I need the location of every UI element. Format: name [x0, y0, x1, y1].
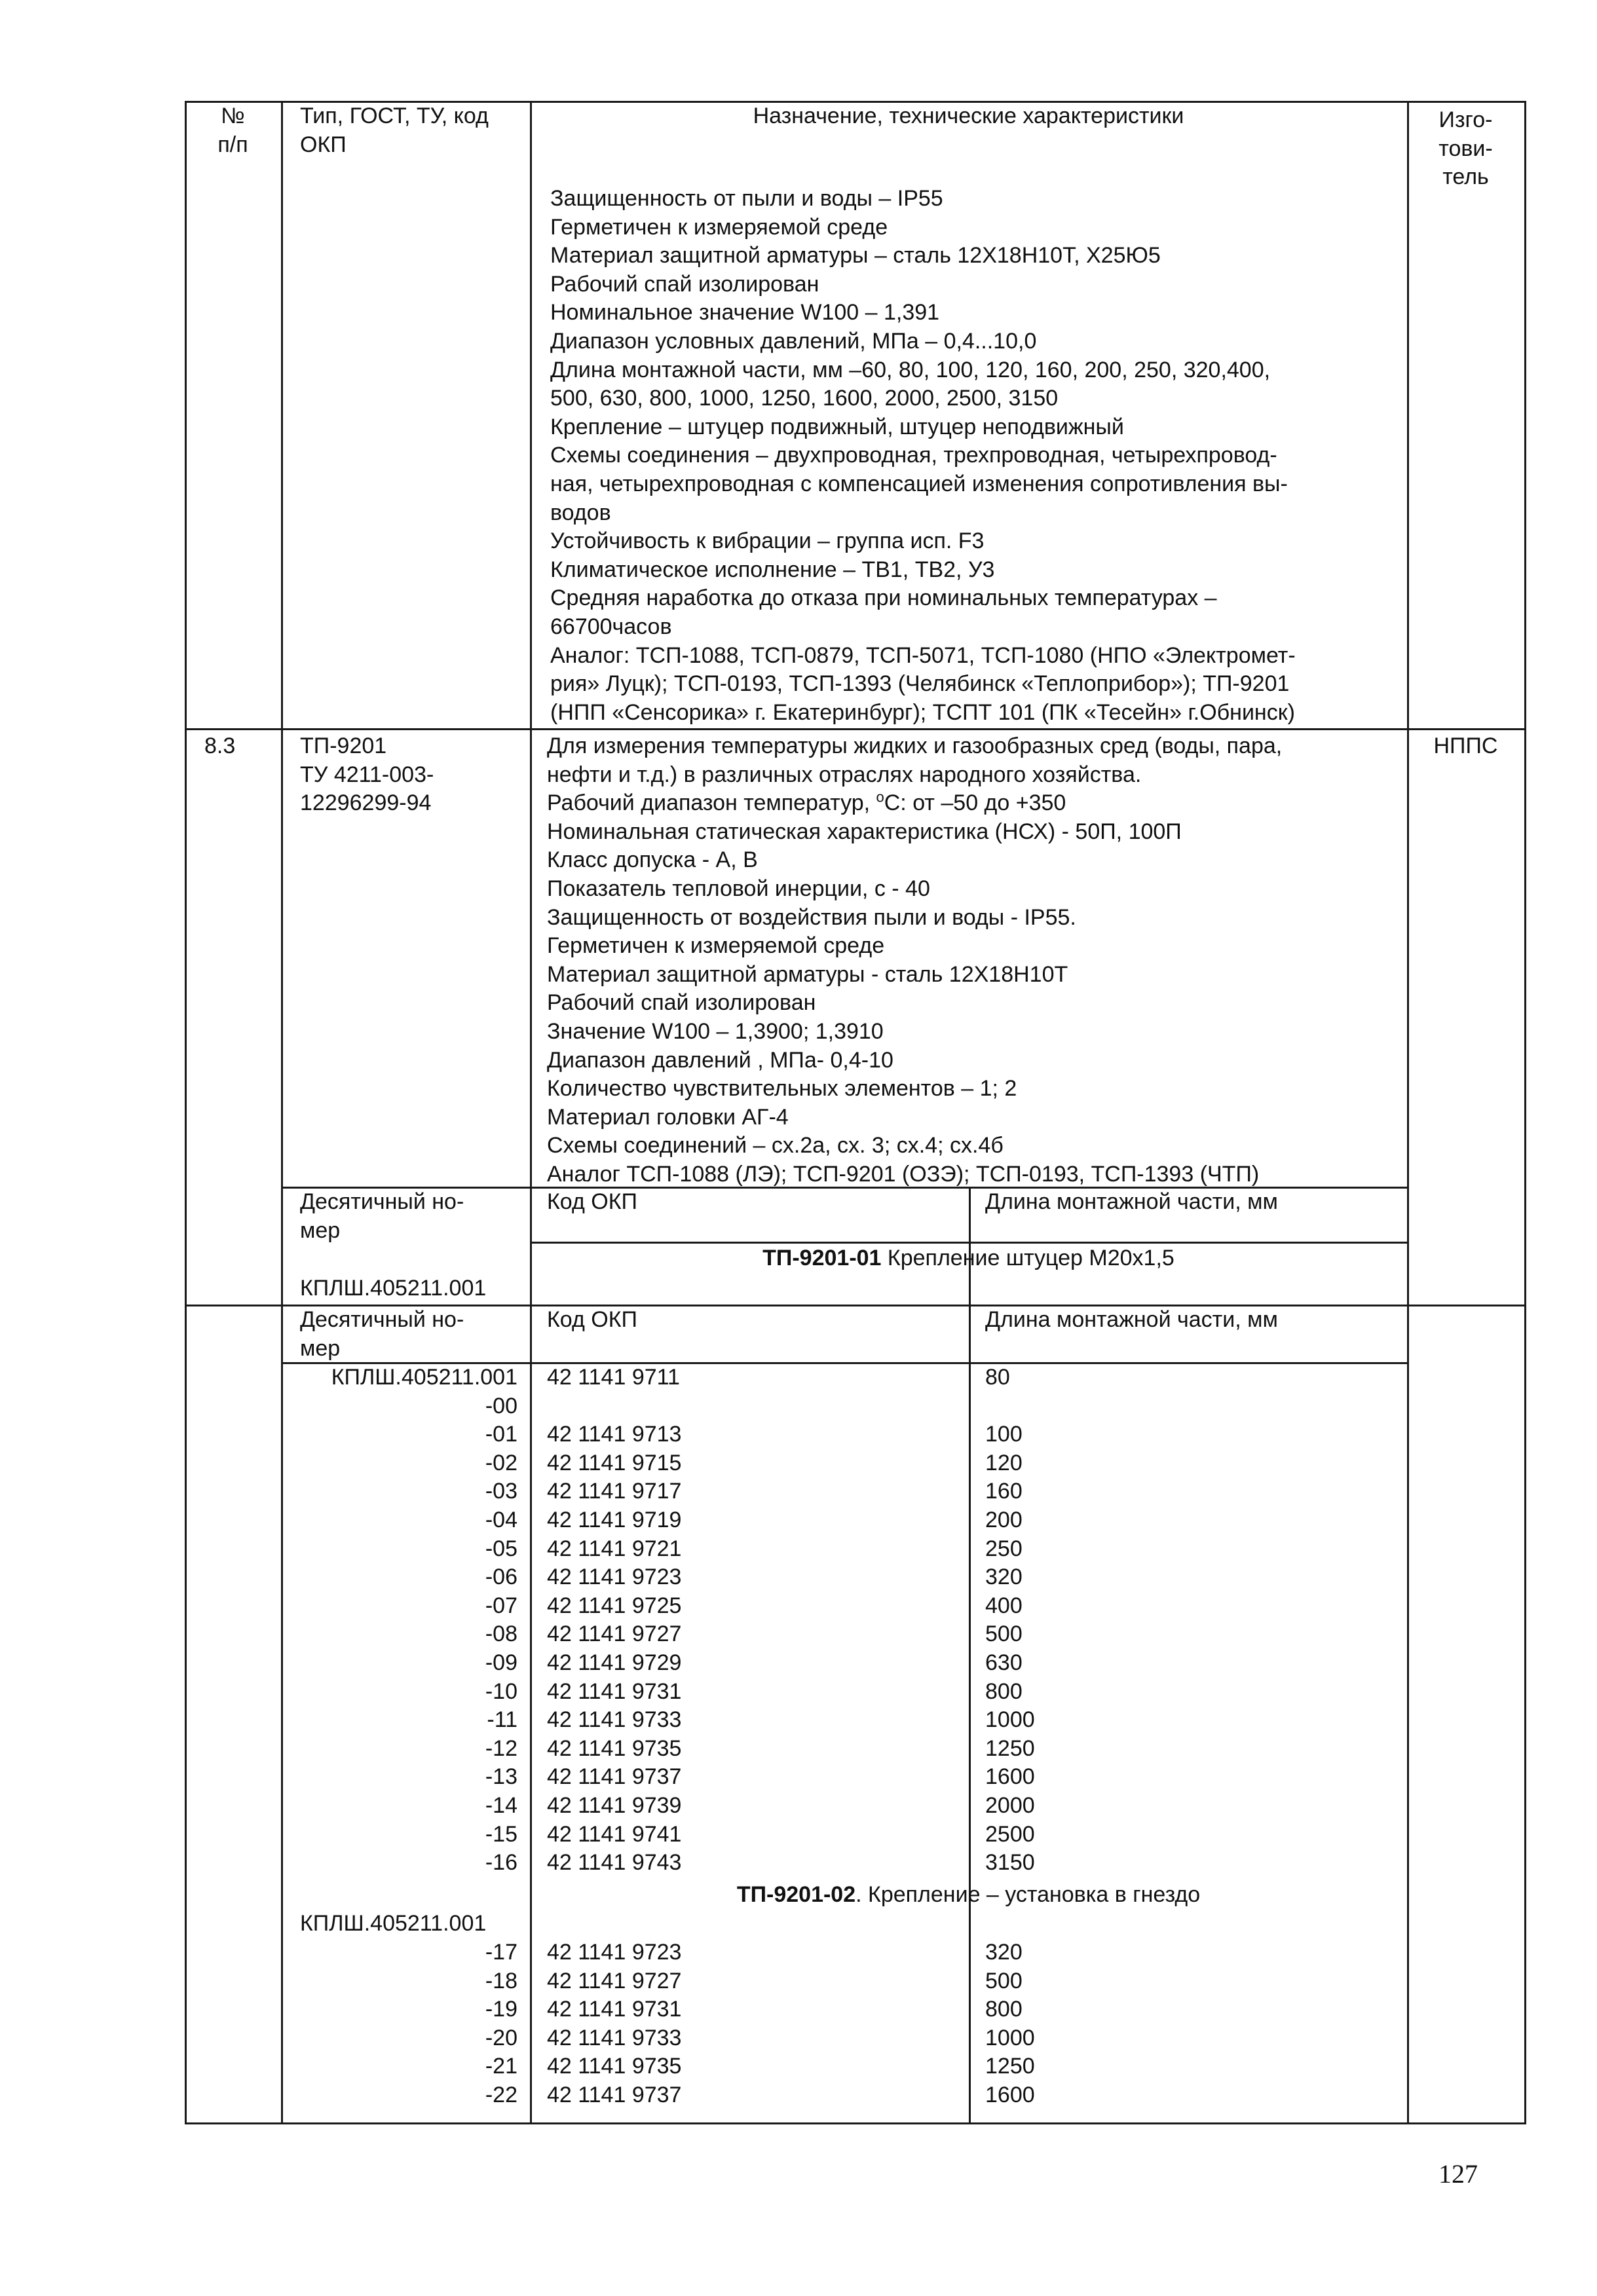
- header-maker: Изго- тови- тель: [1438, 107, 1493, 190]
- decimal-number-cell: -20: [485, 2025, 517, 2050]
- okp-code-cell: 42 1141 9737: [547, 2082, 682, 2107]
- okp-code-cell: 42 1141 9735: [547, 1735, 682, 1761]
- length-cell: 1250: [985, 2054, 1035, 2079]
- length-cell: 1250: [985, 1735, 1035, 1761]
- okp-code-cell: 42 1141 9731: [547, 1678, 682, 1704]
- description-line: Показатель тепловой инерции, с - 40: [547, 876, 930, 901]
- decimal-number-cell: -21: [485, 2054, 517, 2079]
- decimal-number-cell: -13: [485, 1764, 517, 1790]
- okp-code-cell: 42 1141 9711: [547, 1365, 680, 1390]
- page-number: 127: [1438, 2159, 1478, 2189]
- decimal-number-cell: -22: [485, 2082, 517, 2107]
- okp-code-cell: 42 1141 9735: [547, 2054, 682, 2079]
- description-line: Защищенность от пыли и воды – IP55: [550, 186, 943, 211]
- decimal-number-cell: -00: [485, 1393, 517, 1418]
- okp-code-cell: [547, 1392, 681, 1421]
- okp-code-cell: 42 1141 9739: [547, 1792, 682, 1818]
- description-line: Средняя наработка до отказа при номинальных температурах –: [550, 585, 1217, 611]
- length-cell: 100: [985, 1422, 1023, 1447]
- sub2-length-column: [985, 1363, 1035, 1878]
- row-separator-item: [185, 728, 1526, 730]
- description-line: Класс допуска - А, В: [547, 847, 758, 873]
- description-line: 500, 630, 800, 1000, 1250, 1600, 2000, 2500, 3150: [550, 386, 1059, 411]
- decimal-number-cell: -05: [485, 1536, 517, 1561]
- length-cell: 500: [985, 1968, 1023, 1993]
- temperature-range-line: Рабочий диапазон температур, $^о$С: от –50 до +350: [547, 788, 1066, 816]
- length-cell: 160: [985, 1479, 1023, 1504]
- description-line: Аналог: ТСП-1088, ТСП-0879, ТСП-5071, ТСП-1080 (НПО «Электромет-: [550, 642, 1296, 668]
- decimal-number-cell: -19: [485, 1997, 517, 2022]
- okp-code-cell: 42 1141 9727: [547, 1621, 682, 1647]
- sub2-group2-code-column: [547, 1938, 681, 2110]
- description-line: Материал защитной арматуры - сталь 12Х18Н10Т: [547, 961, 1068, 987]
- description-line: 66700часов: [550, 614, 672, 639]
- sub2-group2-title: ТП-9201-02. Крепление – установка в гнездо: [736, 1882, 1201, 1907]
- description-line: Номинальное значение W100 – 1,391: [550, 300, 940, 325]
- description-line: (НПП «Сенсорика» г. Екатеринбург); ТСПТ 101 (ПК «Тесейн» г.Обнинск): [550, 699, 1295, 725]
- sub2-decimal-label: Десятичный но- мер: [300, 1307, 464, 1361]
- description-line: водов: [550, 500, 611, 525]
- description-line: Материал защитной арматуры – сталь 12Х18Н10Т, Х25Ю5: [550, 243, 1161, 268]
- sub2-decimal-column: [283, 1363, 517, 1878]
- decimal-number-cell: КПЛШ.405211.001: [331, 1365, 517, 1390]
- length-cell: 800: [985, 1997, 1023, 2022]
- decimal-number-cell: -17: [485, 1940, 517, 1965]
- description-line: Значение W100 – 1,3900; 1,3910: [547, 1018, 884, 1044]
- sub2-group2-decimal: КПЛШ.405211.001: [300, 1911, 487, 1936]
- col-border-maker: [1407, 101, 1409, 2124]
- sub2-code-length-divider: [969, 1305, 971, 2124]
- length-cell: 630: [985, 1650, 1023, 1675]
- sub2-group2-length-column: [985, 1938, 1035, 2110]
- okp-code-cell: 42 1141 9725: [547, 1593, 682, 1618]
- length-cell: 3150: [985, 1850, 1035, 1876]
- description-line: Защищенность от воздействия пыли и воды - IP55.: [547, 904, 1076, 930]
- sub1-group-title: ТП-9201-01 Крепление штуцер М20х1,5: [762, 1246, 1174, 1270]
- col-border-left: [185, 101, 187, 2124]
- decimal-number-cell: -10: [485, 1678, 517, 1704]
- continuation-description: [550, 185, 1296, 727]
- description-line: Для измерения температуры жидких и газообразных сред (воды, пара,: [547, 733, 1283, 758]
- length-cell: 80: [985, 1365, 1010, 1390]
- sub1-length-label: Длина монтажной части, мм: [985, 1189, 1278, 1214]
- description-line: Диапазон условных давлений, МПа – 0,4...10,0: [550, 328, 1037, 354]
- okp-code-cell: 42 1141 9723: [547, 1940, 682, 1965]
- length-cell: 1000: [985, 2025, 1035, 2050]
- okp-code-cell: 42 1141 9741: [547, 1821, 682, 1847]
- okp-code-cell: 42 1141 9733: [547, 2025, 682, 2050]
- length-cell: 1000: [985, 1707, 1035, 1733]
- description-line: Аналог ТСП-1088 (ЛЭ); ТСП-9201 (ОЗЭ); ТСП-0193, ТСП-1393 (ЧТП): [547, 1161, 1260, 1187]
- header-num: № п/п: [217, 103, 248, 157]
- decimal-number-cell: -02: [485, 1450, 517, 1475]
- length-cell: 1600: [985, 2082, 1035, 2107]
- col-border-right: [1524, 101, 1526, 2124]
- decimal-number-cell: -08: [485, 1621, 517, 1647]
- description-line: Номинальная статическая характеристика (НСХ) - 50П, 100П: [547, 819, 1182, 844]
- length-cell: 320: [985, 1565, 1023, 1590]
- description-line: Крепление – штуцер подвижный, штуцер неподвижный: [550, 414, 1124, 439]
- col-border-type: [530, 101, 532, 2124]
- decimal-number-cell: -07: [485, 1593, 517, 1618]
- decimal-number-cell: -15: [485, 1821, 517, 1847]
- length-cell: 500: [985, 1621, 1023, 1647]
- description-line: Герметичен к измеряемой среде: [547, 933, 885, 959]
- okp-code-cell: 42 1141 9713: [547, 1422, 682, 1447]
- description-line: Рабочий спай изолирован: [547, 990, 816, 1016]
- item-number: 8.3: [204, 733, 236, 758]
- okp-code-cell: 42 1141 9729: [547, 1650, 682, 1675]
- description-line: Диапазон давлений , МПа- 0,4-10: [547, 1047, 893, 1073]
- okp-code-cell: 42 1141 9719: [547, 1507, 682, 1532]
- decimal-number-cell: -14: [485, 1792, 517, 1818]
- item-description: [547, 732, 1282, 1189]
- okp-code-cell: 42 1141 9727: [547, 1968, 682, 1993]
- header-type: Тип, ГОСТ, ТУ, код ОКП: [300, 103, 489, 157]
- description-line: Количество чувствительных элементов – 1; 2: [547, 1076, 1017, 1102]
- sub2-length-label: Длина монтажной части, мм: [985, 1307, 1278, 1332]
- decimal-number-cell: -09: [485, 1650, 517, 1675]
- sub2-code-column: [547, 1363, 681, 1878]
- length-cell: 250: [985, 1536, 1023, 1561]
- header-purpose: Назначение, технические характеристики: [753, 103, 1184, 128]
- description-line: Устойчивость к вибрации – группа исп. F3: [550, 528, 985, 554]
- decimal-number-cell: -01: [485, 1422, 517, 1447]
- description-line: Климатическое исполнение – ТВ1, ТВ2, У3: [550, 557, 995, 582]
- sub2-group2-decimal-column: [283, 1938, 517, 2110]
- length-cell: [985, 1392, 1035, 1421]
- decimal-number-cell: -04: [485, 1507, 517, 1532]
- item-type: ТП-9201 ТУ 4211-003- 12296299-94: [300, 733, 434, 816]
- length-cell: 2500: [985, 1821, 1035, 1847]
- table-bottom-border: [185, 2122, 1526, 2124]
- length-cell: 2000: [985, 1792, 1035, 1818]
- decimal-number-cell: -11: [487, 1707, 517, 1733]
- okp-code-cell: 42 1141 9737: [547, 1764, 682, 1790]
- sub1-decimal-label: Десятичный но- мер: [300, 1189, 464, 1243]
- description-line: рия» Луцк); ТСП-0193, ТСП-1393 (Челябинск «Теплоприбор»); ТП-9201: [550, 671, 1290, 697]
- description-line: Материал головки АГ-4: [547, 1104, 789, 1130]
- description-line: нефти и т.д.) в различных отраслях народного хозяйства.: [547, 762, 1142, 787]
- okp-code-cell: 42 1141 9721: [547, 1536, 682, 1561]
- okp-code-cell: 42 1141 9723: [547, 1565, 682, 1590]
- description-line: Схемы соединения – двухпроводная, трехпроводная, четырехпровод-: [550, 443, 1277, 468]
- length-cell: 120: [985, 1450, 1023, 1475]
- description-line: Рабочий спай изолирован: [550, 271, 819, 297]
- spec-table: [185, 101, 1526, 2124]
- sub2-code-label: Код ОКП: [547, 1307, 637, 1332]
- okp-code-cell: 42 1141 9717: [547, 1479, 682, 1504]
- length-cell: 1600: [985, 1764, 1035, 1790]
- item-maker: НППС: [1433, 733, 1498, 758]
- decimal-number-cell: -06: [485, 1565, 517, 1590]
- length-cell: 400: [985, 1593, 1023, 1618]
- okp-code-cell: 42 1141 9733: [547, 1707, 682, 1733]
- decimal-number-cell: -16: [485, 1850, 517, 1876]
- description-line: Герметичен к измеряемой среде: [550, 214, 888, 240]
- okp-code-cell: 42 1141 9715: [547, 1450, 682, 1475]
- decimal-number-cell: -18: [485, 1968, 517, 1993]
- decimal-number-cell: -03: [485, 1479, 517, 1504]
- length-cell: 320: [985, 1940, 1023, 1965]
- description-line: Схемы соединений – сх.2а, сх. 3; сх.4; сх.4б: [547, 1133, 1004, 1158]
- decimal-number-cell: -12: [485, 1735, 517, 1761]
- okp-code-cell: 42 1141 9743: [547, 1850, 682, 1876]
- length-cell: 200: [985, 1507, 1023, 1532]
- sub1-decimal-value: КПЛШ.405211.001: [300, 1276, 487, 1301]
- length-cell: 800: [985, 1678, 1023, 1704]
- sub1-code-label: Код ОКП: [547, 1189, 637, 1214]
- description-line: ная, четырехпроводная с компенсацией изменения сопротивления вы-: [550, 471, 1288, 496]
- description-line: Длина монтажной части, мм –60, 80, 100, 120, 160, 200, 250, 320,400,: [550, 357, 1271, 382]
- okp-code-cell: 42 1141 9731: [547, 1997, 682, 2022]
